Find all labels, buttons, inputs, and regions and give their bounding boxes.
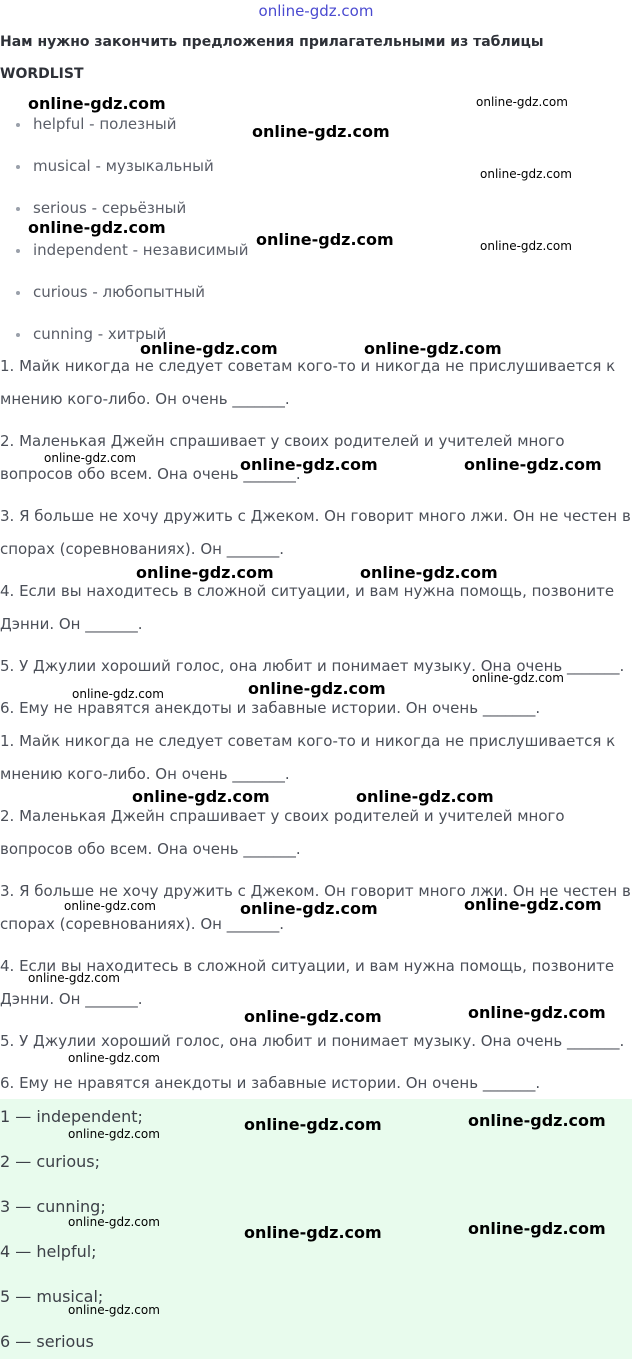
sentence-line: 6. Ему не нравятся анекдоты и забавные истории. Он очень _______. bbox=[0, 1074, 541, 1092]
watermark: online-gdz.com bbox=[244, 1007, 382, 1026]
sentence-line: 1. Майк никогда не следует советам кого-то и никогда не прислушивается к bbox=[0, 732, 616, 750]
sentence-line: 2. Маленькая Джейн спрашивает у своих родителей и учителей много bbox=[0, 432, 565, 450]
watermark: online-gdz.com bbox=[44, 451, 136, 465]
watermark: online-gdz.com bbox=[64, 899, 156, 913]
watermark: online-gdz.com bbox=[28, 971, 120, 985]
sentence-line: 3. Я больше не хочу дружить с Джеком. Он говорит много лжи. Он не честен в bbox=[0, 507, 631, 525]
wordlist-item: serious - серьёзный bbox=[16, 199, 186, 217]
watermark: online-gdz.com bbox=[256, 230, 394, 249]
watermark: online-gdz.com bbox=[464, 895, 602, 914]
wordlist-item: curious - любопытный bbox=[16, 283, 205, 301]
watermark: online-gdz.com bbox=[240, 899, 378, 918]
watermark: online-gdz.com bbox=[28, 218, 166, 237]
watermark: online-gdz.com bbox=[360, 563, 498, 582]
watermark: online-gdz.com bbox=[356, 787, 494, 806]
wordlist-title: WORDLIST bbox=[0, 66, 84, 82]
sentence-line: 6. Ему не нравятся анекдоты и забавные истории. Он очень _______. bbox=[0, 699, 541, 717]
bullet-icon bbox=[16, 333, 20, 337]
answer-line: 1 — independent; bbox=[0, 1107, 143, 1126]
wordlist-item: cunning - хитрый bbox=[16, 325, 166, 343]
answer-line: 6 — serious bbox=[0, 1332, 94, 1351]
wordlist-item: musical - музыкальный bbox=[16, 157, 214, 175]
watermark: online-gdz.com bbox=[364, 339, 502, 358]
sentence-line: вопросов обо всем. Она очень _______. bbox=[0, 840, 301, 858]
watermark: online-gdz.com bbox=[68, 1303, 160, 1317]
watermark: online-gdz.com bbox=[244, 1115, 382, 1134]
watermark: online-gdz.com bbox=[72, 687, 164, 701]
watermark: online-gdz.com bbox=[28, 94, 166, 113]
sentence-line: спорах (соревнованиях). Он _______. bbox=[0, 540, 284, 558]
watermark: online-gdz.com bbox=[468, 1111, 606, 1130]
watermark: online-gdz.com bbox=[68, 1051, 160, 1065]
watermark: online-gdz.com bbox=[476, 95, 568, 109]
sentence-line: 2. Маленькая Джейн спрашивает у своих родителей и учителей много bbox=[0, 807, 565, 825]
bullet-icon bbox=[16, 207, 20, 211]
watermark: online-gdz.com bbox=[140, 339, 278, 358]
watermark: online-gdz.com bbox=[132, 787, 270, 806]
bullet-icon bbox=[16, 165, 20, 169]
watermark: online-gdz.com bbox=[468, 1003, 606, 1022]
answer-line: 4 — helpful; bbox=[0, 1242, 97, 1261]
watermark: online-gdz.com bbox=[480, 167, 572, 181]
watermark: online-gdz.com bbox=[248, 679, 386, 698]
watermark: online-gdz.com bbox=[136, 563, 274, 582]
sentence-line: 4. Если вы находитесь в сложной ситуации, и вам нужна помощь, позвоните bbox=[0, 957, 615, 975]
sentence-line: Дэнни. Он _______. bbox=[0, 990, 143, 1008]
bullet-icon bbox=[16, 123, 20, 127]
sentence-line: 5. У Джулии хороший голос, она любит и понимает музыку. Она очень _______. bbox=[0, 657, 625, 675]
watermark: online-gdz.com bbox=[468, 1219, 606, 1238]
watermark: online-gdz.com bbox=[240, 455, 378, 474]
page-heading: Нам нужно закончить предложения прилагательными из таблицы bbox=[0, 34, 544, 50]
watermark: online-gdz.com bbox=[472, 671, 564, 685]
watermark: online-gdz.com bbox=[68, 1215, 160, 1229]
sentence-line: вопросов обо всем. Она очень _______. bbox=[0, 465, 301, 483]
watermark: online-gdz.com bbox=[68, 1127, 160, 1141]
watermark: online-gdz.com bbox=[464, 455, 602, 474]
answer-line: 2 — curious; bbox=[0, 1152, 100, 1171]
wordlist-item: independent - независимый bbox=[16, 241, 248, 259]
sentence-line: спорах (соревнованиях). Он _______. bbox=[0, 915, 284, 933]
bullet-icon bbox=[16, 249, 20, 253]
sentence-line: мнению кого-либо. Он очень _______. bbox=[0, 390, 290, 408]
wordlist-item: helpful - полезный bbox=[16, 115, 177, 133]
watermark: online-gdz.com bbox=[252, 122, 390, 141]
sentence-line: 5. У Джулии хороший голос, она любит и понимает музыку. Она очень _______. bbox=[0, 1032, 625, 1050]
sentence-line: 1. Майк никогда не следует советам кого-то и никогда не прислушивается к bbox=[0, 357, 616, 375]
bullet-icon bbox=[16, 291, 20, 295]
sentence-line: мнению кого-либо. Он очень _______. bbox=[0, 765, 290, 783]
sentence-line: 4. Если вы находитесь в сложной ситуации, и вам нужна помощь, позвоните bbox=[0, 582, 615, 600]
watermark: online-gdz.com bbox=[244, 1223, 382, 1242]
top-watermark: online-gdz.com bbox=[258, 2, 374, 20]
answer-line: 3 — cunning; bbox=[0, 1197, 106, 1216]
sentence-line: Дэнни. Он _______. bbox=[0, 615, 143, 633]
answer-line: 5 — musical; bbox=[0, 1287, 104, 1306]
sentence-line: 3. Я больше не хочу дружить с Джеком. Он говорит много лжи. Он не честен в bbox=[0, 882, 631, 900]
watermark: online-gdz.com bbox=[480, 239, 572, 253]
